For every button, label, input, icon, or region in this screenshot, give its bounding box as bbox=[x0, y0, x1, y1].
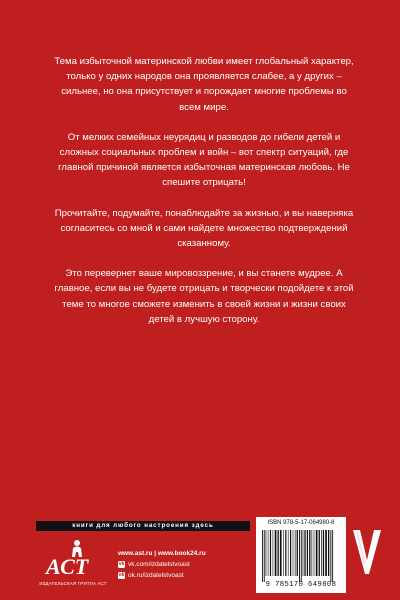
ok-icon: ok bbox=[118, 572, 125, 578]
publisher-links bbox=[118, 548, 206, 581]
social-link-text: vk.com/izdatelstvoast bbox=[128, 561, 190, 568]
blurb-paragraph: Это перевернет ваше мировоззрение, и вы станете мудрее. А главное, если вы не будете отрицать и творчески подойдете к этой теме то многое сможете изменить в своей жизни и жизни своих детей в лучшую сторону. bbox=[54, 268, 354, 325]
ast-logo-icon bbox=[44, 538, 92, 578]
vk-icon: vk bbox=[118, 561, 125, 567]
blurb-paragraph: Прочитайте, подумайте, понаблюдайте за жизнью, и вы наверняка согласитесь со мной и сами найдете множество подтверждений сказанному. bbox=[54, 207, 354, 250]
websites[interactable]: www.ast.ru | www.book24.ru bbox=[118, 550, 206, 557]
isbn: ISBN 978-5-17-064980-8 bbox=[267, 520, 335, 526]
barcode-panel bbox=[256, 517, 346, 593]
publisher-logo bbox=[36, 536, 106, 592]
blurb-text bbox=[54, 54, 354, 342]
checkmark-logo-icon bbox=[352, 524, 382, 580]
social-link-text: ok.ru/izdatelstvoast bbox=[128, 572, 184, 579]
publisher-line: ИЗДАТЕЛЬСКАЯ ГРУППА АСТ bbox=[39, 581, 107, 586]
social-link-vk[interactable] bbox=[118, 559, 206, 570]
blurb-paragraph: Тема избыточной материнской любви имеет глобальный характер, только у одних народов она проявляется слабее, а у других – сильнее, но она присутствует и порождает многие проблемы во всем мире. bbox=[54, 56, 354, 113]
social-link-ok[interactable] bbox=[118, 570, 206, 581]
blurb-paragraph: От мелких семейных неурядиц и разводов до гибели детей и сложных социальных проблем и войн – вот спектр ситуаций, где главной причиной является избыточная материнская любовь. Не спешите отрицать! bbox=[58, 131, 350, 189]
barcode-number: 9 785170 649808 bbox=[265, 581, 337, 589]
barcode-icon bbox=[261, 530, 341, 582]
ast-logo-text: АСТ bbox=[46, 554, 89, 578]
tagline-bar: книги для любого настроения здесь bbox=[36, 521, 250, 531]
